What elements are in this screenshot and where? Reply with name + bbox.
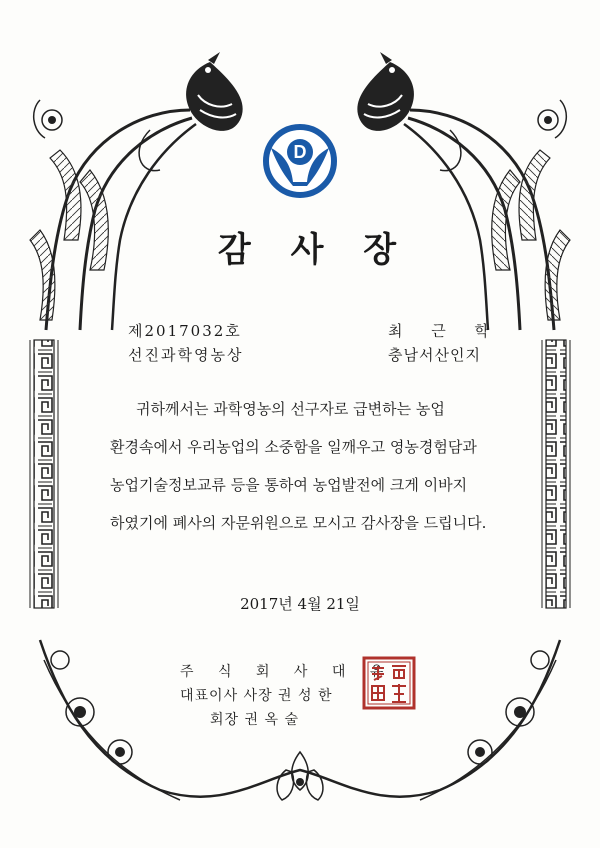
- flower-left: [51, 651, 132, 764]
- certificate-title: 감 사 장: [217, 230, 411, 270]
- phoenix-left: [30, 52, 243, 330]
- issuer-ceo: 대표이사 사장 권 성 한: [180, 688, 333, 704]
- body-line-2: 환경속에서 우리농업의 소중함을 일깨우고 영농경험담과: [110, 438, 477, 456]
- logo-letter: D: [293, 142, 307, 162]
- issuer-chair: 회장 권 옥 술: [210, 712, 299, 728]
- flower-right: [468, 651, 549, 764]
- body-line-3: 농업기술정보교류 등을 통하여 농업발전에 크게 이바지: [110, 476, 468, 494]
- phoenix-right: [357, 52, 570, 330]
- body-line-1: 귀하께서는 과학영농의 선구자로 급변하는 농업: [136, 400, 445, 418]
- award-number: 제2017032호: [128, 322, 242, 340]
- company-logo: [263, 124, 337, 198]
- meander-border-left: [30, 340, 58, 608]
- body-line-4: 하였기에 폐사의 자문위원으로 모시고 감사장을 드립니다.: [110, 514, 487, 532]
- recipient-name: 최 근 학: [388, 322, 502, 340]
- issuer-company: 주 식 회 사 대 유: [180, 664, 394, 680]
- meander-border-right: [542, 340, 570, 608]
- recipient-affiliation: 충남서산인지: [388, 346, 481, 364]
- issue-date: 2017년 4월 21일: [240, 595, 360, 613]
- company-seal: [362, 656, 416, 710]
- award-name: 선진과학영농상: [128, 346, 244, 364]
